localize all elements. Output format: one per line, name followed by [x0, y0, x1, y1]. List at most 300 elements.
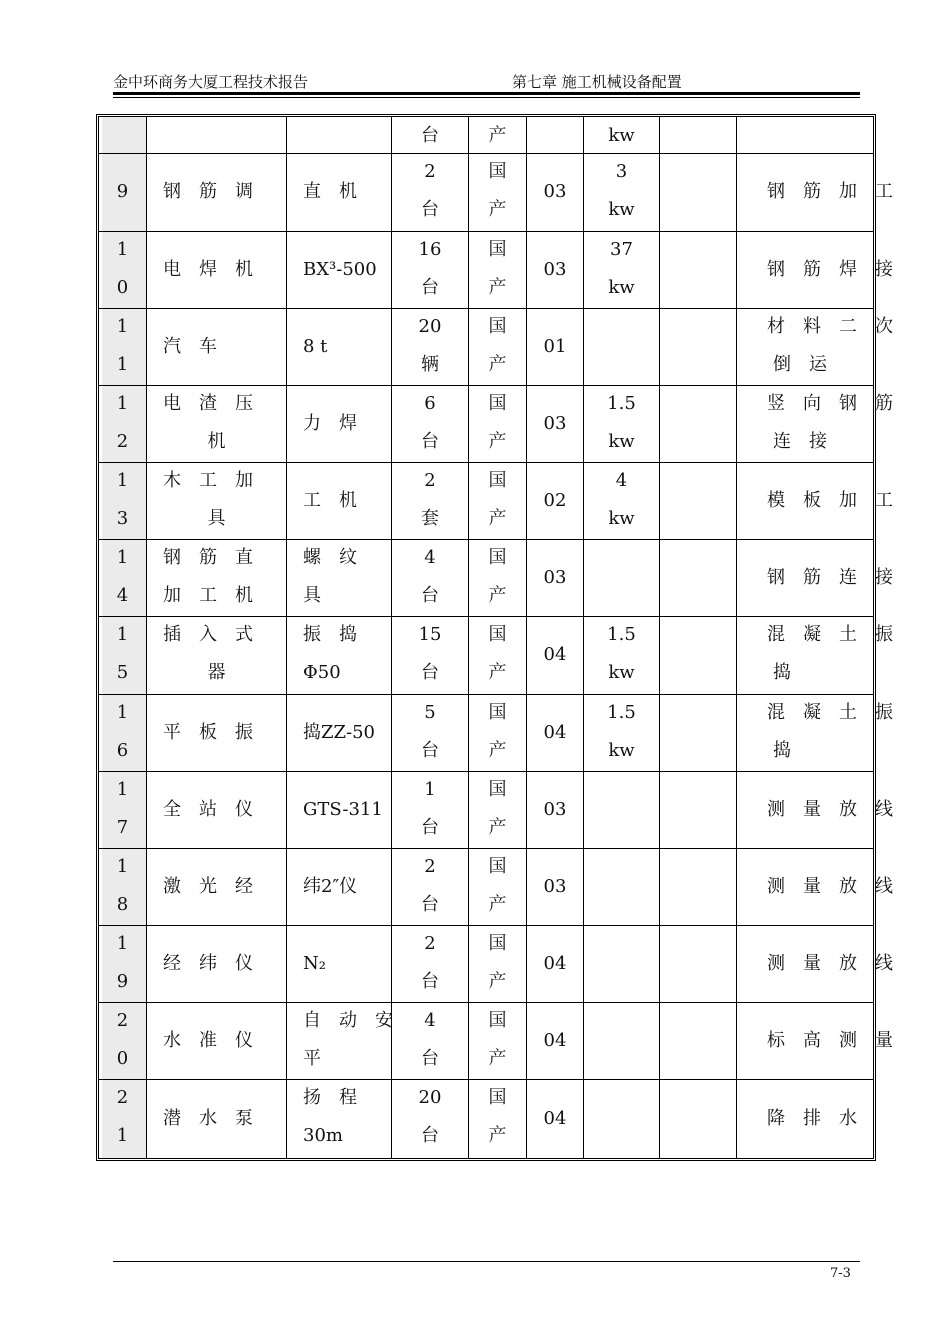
origin-cell: [468, 694, 526, 771]
power-cell: [583, 153, 659, 231]
equipment-name-text: 机: [207, 431, 226, 452]
model-spec-cell: [286, 117, 391, 153]
equipment-name-text: 木 工 加: [163, 470, 253, 491]
blank-cell: [659, 848, 736, 925]
origin-text: 国: [488, 161, 507, 182]
quantity-text: 16: [418, 239, 442, 260]
table-row: [99, 694, 893, 772]
equipment-name-text: 汽 车: [163, 335, 217, 357]
year-cell: [526, 848, 583, 925]
model-spec-cell: [286, 771, 391, 848]
equipment-name-cell: [146, 308, 286, 385]
equipment-name-cell: [146, 925, 286, 1002]
year-text: 03: [543, 258, 567, 280]
origin-text: 产: [488, 817, 507, 838]
blank-cell: [659, 694, 736, 771]
equipment-table: [96, 114, 893, 1161]
quantity-text: 台: [421, 1125, 439, 1146]
page-number: 7-3: [830, 1266, 851, 1281]
usage-text: 钢 筋 加 工: [767, 181, 893, 202]
origin-cell: [468, 848, 526, 925]
usage-text: 测 量 放 线: [767, 952, 893, 974]
year-cell: [526, 1079, 583, 1158]
quantity-text: 15: [418, 624, 442, 645]
usage-cell: [736, 308, 893, 385]
equipment-name-text: 加 工 机: [163, 585, 253, 606]
model-spec-cell: [286, 462, 391, 539]
quantity-cell: [391, 308, 468, 385]
power-cell: [583, 925, 659, 1002]
blank-cell: [659, 308, 736, 385]
origin-text: 产: [488, 740, 507, 761]
model-spec-text: 直 机: [303, 181, 357, 202]
year-cell: [526, 117, 583, 153]
power-text: kw: [608, 662, 635, 683]
power-cell: [583, 616, 659, 694]
blank-cell: [659, 385, 736, 462]
model-spec-cell: [286, 616, 391, 694]
quantity-cell: [391, 616, 468, 694]
model-spec-cell: [286, 1002, 391, 1079]
origin-text: 产: [488, 199, 507, 220]
usage-cell: [736, 694, 893, 771]
usage-cell: [736, 1079, 873, 1158]
item-number-cell: [99, 694, 146, 771]
item-number-text: 1: [116, 239, 129, 260]
equipment-name-text: 平 板 振: [163, 721, 253, 743]
table-row: [99, 539, 893, 617]
table-row: [99, 1079, 873, 1158]
table-row: [99, 117, 873, 154]
power-text: 37: [610, 239, 633, 260]
origin-text: 国: [488, 624, 507, 645]
table-row: [99, 848, 893, 926]
origin-text: 产: [488, 662, 507, 683]
blank-cell: [659, 539, 736, 616]
power-text: kw: [608, 740, 635, 761]
origin-text: 国: [488, 779, 507, 800]
table-row: [99, 616, 893, 695]
origin-text: 产: [488, 1125, 507, 1146]
header-title: 金中环商务大厦工程技术报告: [113, 73, 309, 91]
item-number-text: 1: [116, 470, 129, 491]
equipment-name-cell: [146, 462, 286, 539]
item-number-text: 1: [116, 624, 129, 645]
item-number-text: 1: [116, 547, 129, 568]
model-spec-text: 30m: [303, 1125, 343, 1146]
model-spec-cell: [286, 848, 391, 925]
origin-text: 国: [488, 856, 507, 877]
blank-cell: [659, 925, 736, 1002]
origin-text: 产: [488, 354, 507, 375]
item-number-text: 3: [116, 508, 129, 529]
usage-text: 材 料 二 次: [767, 316, 893, 337]
item-number-text: 9: [116, 181, 129, 202]
item-number-text: 1: [116, 316, 129, 337]
blank-cell: [659, 153, 736, 231]
power-text: kw: [608, 508, 635, 529]
year-cell: [526, 153, 583, 231]
year-text: 04: [543, 1029, 567, 1051]
quantity-cell: [391, 925, 468, 1002]
power-cell: [583, 539, 659, 616]
power-text: kw: [608, 277, 635, 298]
origin-text: 国: [488, 1010, 507, 1031]
equipment-name-text: 全 站 仪: [163, 798, 253, 820]
model-spec-text: 具: [303, 585, 321, 606]
origin-text: 国: [488, 316, 507, 337]
equipment-name-cell: [146, 848, 286, 925]
item-number-cell: [99, 308, 146, 385]
origin-cell: [468, 308, 526, 385]
usage-text: 混 凝 土 振: [767, 702, 893, 723]
item-number-text: 1: [116, 354, 129, 375]
origin-text: 产: [488, 125, 507, 146]
power-cell: [583, 385, 659, 462]
table-row: [99, 231, 893, 309]
blank-cell: [659, 1002, 736, 1079]
quantity-text: 2: [424, 856, 436, 877]
item-number-text: 2: [116, 431, 129, 452]
origin-cell: [468, 539, 526, 616]
equipment-name-cell: [146, 539, 286, 616]
footer-rule: [113, 1261, 860, 1262]
usage-text: 钢 筋 连 接: [767, 566, 893, 588]
item-number-cell: [99, 153, 146, 231]
table-row: [99, 153, 893, 232]
power-text: 1.5: [607, 393, 636, 414]
item-number-text: 7: [116, 817, 129, 838]
item-number-text: 1: [116, 702, 129, 723]
quantity-text: 台: [421, 971, 439, 992]
model-spec-text: 自 动 安: [303, 1010, 393, 1031]
item-number-text: 0: [116, 277, 129, 298]
power-text: 1.5: [607, 702, 636, 723]
equipment-name-text: 器: [207, 662, 226, 683]
year-text: 04: [543, 721, 567, 743]
equipment-name-cell: [146, 1002, 286, 1079]
equipment-name-text: 具: [207, 508, 226, 529]
usage-text: 倒 运: [773, 354, 827, 375]
origin-text: 国: [488, 470, 507, 491]
power-cell: [583, 848, 659, 925]
usage-text: 降 排 水: [767, 1107, 857, 1129]
quantity-text: 台: [421, 199, 439, 220]
equipment-name-text: 钢 筋 直: [163, 547, 253, 568]
year-cell: [526, 925, 583, 1002]
item-number-cell: [99, 1079, 146, 1158]
item-number-cell: [99, 925, 146, 1002]
year-cell: [526, 694, 583, 771]
item-number-text: 2: [116, 1010, 129, 1031]
usage-cell: [736, 848, 893, 925]
usage-cell: [736, 771, 893, 848]
model-spec-cell: [286, 231, 391, 308]
quantity-text: 台: [421, 894, 439, 915]
power-cell: [583, 117, 659, 153]
quantity-text: 台: [421, 1048, 439, 1069]
usage-text: 连 接: [773, 431, 827, 452]
power-text: kw: [608, 125, 635, 146]
usage-text: 混 凝 土 振: [767, 624, 893, 645]
model-spec-text: 工 机: [303, 489, 357, 511]
item-number-cell: [99, 616, 146, 694]
quantity-text: 台: [421, 585, 439, 606]
item-number-cell: [99, 231, 146, 308]
usage-cell: [736, 539, 893, 616]
model-spec-cell: [286, 694, 391, 771]
quantity-text: 4: [424, 1010, 436, 1031]
origin-cell: [468, 616, 526, 694]
table-row: [99, 771, 893, 849]
quantity-text: 辆: [421, 354, 439, 375]
origin-text: 产: [488, 431, 507, 452]
origin-cell: [468, 231, 526, 308]
table-row: [99, 308, 893, 386]
table-row: [99, 385, 893, 463]
quantity-cell: [391, 385, 468, 462]
model-spec-text: Φ50: [303, 662, 341, 683]
blank-cell: [659, 462, 736, 539]
power-cell: [583, 1079, 659, 1158]
origin-text: 产: [488, 971, 507, 992]
origin-cell: [468, 1002, 526, 1079]
quantity-cell: [391, 848, 468, 925]
power-cell: [583, 308, 659, 385]
year-text: 04: [543, 644, 567, 665]
item-number-text: 0: [116, 1048, 129, 1069]
header-rule-thin: [113, 97, 860, 98]
year-cell: [526, 231, 583, 308]
quantity-cell: [391, 117, 468, 153]
equipment-name-text: 激 光 经: [163, 875, 253, 897]
equipment-name-cell: [146, 771, 286, 848]
year-cell: [526, 385, 583, 462]
blank-cell: [659, 231, 736, 308]
power-text: kw: [608, 199, 635, 220]
origin-text: 国: [488, 702, 507, 723]
quantity-cell: [391, 231, 468, 308]
equipment-name-text: 水 准 仪: [163, 1029, 253, 1051]
year-cell: [526, 539, 583, 616]
item-number-cell: [99, 539, 146, 616]
equipment-name-text: 钢 筋 调: [163, 181, 253, 202]
usage-text: 标 高 测 量: [767, 1029, 893, 1051]
equipment-name-cell: [146, 616, 286, 694]
power-text: 4: [615, 470, 628, 491]
equipment-name-text: 潜 水 泵: [163, 1107, 253, 1129]
item-number-text: 1: [116, 1125, 129, 1146]
equipment-name-cell: [146, 1079, 286, 1158]
year-text: 02: [543, 489, 567, 511]
equipment-name-cell: [146, 117, 286, 153]
item-number-text: 6: [116, 740, 129, 761]
origin-text: 产: [488, 585, 507, 606]
year-text: 04: [543, 952, 567, 974]
quantity-cell: [391, 153, 468, 231]
origin-cell: [468, 1079, 526, 1158]
quantity-text: 20: [418, 1087, 442, 1108]
usage-cell: [736, 231, 893, 308]
origin-cell: [468, 117, 526, 153]
origin-text: 国: [488, 1087, 507, 1108]
quantity-text: 台: [421, 817, 439, 838]
equipment-name-text: 经 纬 仪: [163, 952, 253, 974]
power-text: 3: [615, 161, 628, 182]
blank-cell: [659, 771, 736, 848]
quantity-text: 6: [424, 393, 436, 414]
power-cell: [583, 1002, 659, 1079]
quantity-text: 1: [424, 779, 436, 800]
model-spec-text: 8 t: [303, 335, 328, 357]
origin-text: 产: [488, 508, 507, 529]
year-cell: [526, 616, 583, 694]
quantity-text: 台: [421, 277, 439, 298]
usage-cell: [736, 117, 873, 153]
usage-cell: [736, 385, 893, 462]
quantity-cell: [391, 539, 468, 616]
year-cell: [526, 308, 583, 385]
usage-text: 竖 向 钢 筋: [767, 393, 893, 414]
item-number-text: 9: [116, 971, 129, 992]
power-cell: [583, 462, 659, 539]
year-cell: [526, 771, 583, 848]
usage-text: 测 量 放 线: [767, 798, 893, 820]
quantity-text: 台: [421, 431, 439, 452]
item-number-cell: [99, 385, 146, 462]
table-row: [99, 462, 893, 540]
model-spec-cell: [286, 308, 391, 385]
item-number-text: 5: [116, 662, 129, 683]
usage-text: 模 板 加 工: [767, 489, 893, 511]
origin-text: 国: [488, 393, 507, 414]
origin-text: 国: [488, 933, 507, 954]
model-spec-cell: [286, 539, 391, 616]
model-spec-text: BX³-500: [303, 258, 377, 280]
year-text: 03: [543, 566, 567, 588]
quantity-cell: [391, 771, 468, 848]
usage-cell: [736, 462, 893, 539]
model-spec-text: N₂: [303, 952, 326, 974]
equipment-name-text: 电 渣 压: [163, 393, 253, 414]
year-text: 01: [543, 335, 567, 357]
item-number-text: 1: [116, 856, 129, 877]
item-number-text: 2: [116, 1087, 129, 1108]
quantity-text: 套: [421, 508, 439, 529]
header-chapter: 第七章 施工机械设备配置: [512, 73, 682, 91]
equipment-name-cell: [146, 153, 286, 231]
equipment-name-cell: [146, 694, 286, 771]
equipment-name-cell: [146, 385, 286, 462]
usage-text: 捣: [773, 662, 791, 683]
model-spec-text: 螺 纹: [303, 547, 357, 568]
origin-text: 产: [488, 277, 507, 298]
origin-cell: [468, 462, 526, 539]
item-number-text: 1: [116, 393, 129, 414]
year-cell: [526, 1002, 583, 1079]
quantity-text: 4: [424, 547, 436, 568]
year-text: 03: [543, 181, 567, 202]
quantity-cell: [391, 1002, 468, 1079]
equipment-name-text: 电 焊 机: [163, 258, 253, 280]
year-text: 03: [543, 875, 567, 897]
year-text: 04: [543, 1107, 567, 1129]
model-spec-cell: [286, 925, 391, 1002]
model-spec-text: 平: [303, 1048, 321, 1069]
model-spec-text: 纬2″仪: [303, 875, 358, 897]
quantity-text: 台: [421, 740, 439, 761]
equipment-name-text: 插 入 式: [163, 624, 253, 645]
model-spec-cell: [286, 153, 391, 231]
blank-cell: [659, 1079, 736, 1158]
origin-text: 国: [488, 547, 507, 568]
model-spec-text: 振 捣: [303, 624, 357, 645]
quantity-cell: [391, 462, 468, 539]
model-spec-text: GTS-311: [303, 798, 383, 820]
year-text: 03: [543, 798, 567, 820]
table-row: [99, 1002, 893, 1080]
item-number-cell: [99, 462, 146, 539]
item-number-text: 8: [116, 894, 129, 915]
power-cell: [583, 231, 659, 308]
model-spec-cell: [286, 1079, 391, 1158]
usage-text: 捣: [773, 740, 791, 761]
quantity-text: 5: [424, 702, 436, 723]
quantity-text: 台: [421, 125, 439, 146]
item-number-text: 1: [116, 933, 129, 954]
usage-text: 测 量 放 线: [767, 875, 893, 897]
origin-text: 产: [488, 1048, 507, 1069]
quantity-text: 2: [424, 933, 436, 954]
item-number-cell: [99, 1002, 146, 1079]
model-spec-text: 力 焊: [303, 412, 357, 434]
usage-text: 钢 筋 焊 接: [767, 258, 893, 280]
origin-text: 产: [488, 894, 507, 915]
origin-cell: [468, 153, 526, 231]
header-rule-thick: [113, 92, 860, 95]
power-cell: [583, 694, 659, 771]
model-spec-text: 扬 程: [303, 1087, 357, 1108]
item-number-text: 1: [116, 779, 129, 800]
quantity-text: 2: [424, 470, 436, 491]
usage-cell: [736, 153, 893, 231]
model-spec-cell: [286, 385, 391, 462]
origin-cell: [468, 385, 526, 462]
origin-cell: [468, 925, 526, 1002]
usage-cell: [736, 616, 893, 694]
item-number-cell: [99, 848, 146, 925]
quantity-text: 台: [421, 662, 439, 683]
year-text: 03: [543, 412, 567, 434]
origin-cell: [468, 771, 526, 848]
item-number-cell: [99, 117, 146, 153]
power-text: 1.5: [607, 624, 636, 645]
item-number-cell: [99, 771, 146, 848]
quantity-text: 2: [424, 161, 436, 182]
power-text: kw: [608, 431, 635, 452]
table-row: [99, 925, 893, 1003]
usage-cell: [736, 1002, 893, 1079]
equipment-name-cell: [146, 231, 286, 308]
blank-cell: [659, 117, 736, 153]
blank-cell: [659, 616, 736, 694]
quantity-text: 20: [418, 316, 442, 337]
quantity-cell: [391, 1079, 468, 1158]
origin-text: 国: [488, 239, 507, 260]
quantity-cell: [391, 694, 468, 771]
year-cell: [526, 462, 583, 539]
item-number-text: 4: [116, 585, 129, 606]
